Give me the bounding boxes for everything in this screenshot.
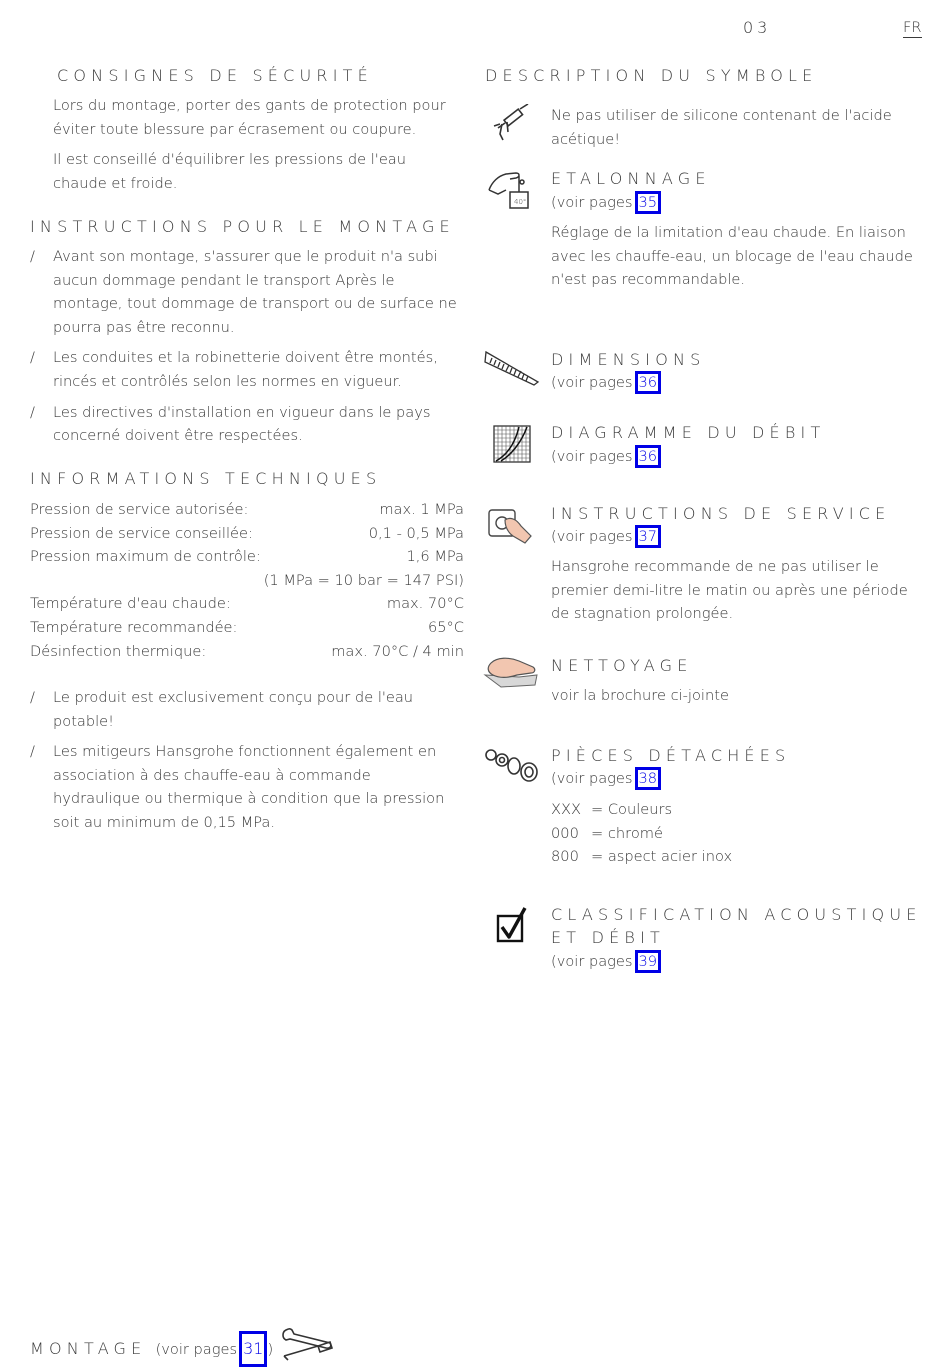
list-item-text: Les mitigeurs Hansgrohe fonctionnent également en association à des chauffe-eau à commande hydraulique ou thermique à condition que la pression soit au minimum de 0,15 MPa. <box>53 743 445 831</box>
tech-row <box>30 545 464 569</box>
service-page-link[interactable]: 37 <box>635 525 662 548</box>
see-pages-label: (voir pages <box>551 953 633 970</box>
spare-parts-ref <box>551 767 661 791</box>
checkbox-icon <box>495 905 529 945</box>
list-item <box>30 401 465 448</box>
symbol-description-title: DESCRIPTION DU SYMBOLE <box>485 66 818 85</box>
acoustic-page-link[interactable]: 39 <box>635 950 662 973</box>
tech-label: Désinfection thermique: <box>30 642 207 660</box>
code-row <box>551 798 921 822</box>
tech-info-list <box>30 686 450 842</box>
tech-value: 0,1 - 0,5 MPa <box>368 524 464 542</box>
tech-row <box>30 616 464 640</box>
hand-cloth-icon <box>483 655 539 693</box>
see-pages-label: (voir pages <box>551 374 633 391</box>
flow-page-link[interactable]: 36 <box>635 445 662 468</box>
see-pages-label: (voir pages <box>155 1341 238 1358</box>
bullet-marker: / <box>30 248 35 265</box>
list-item-text: Les directives d'installation en vigueur dans le pays concerné doivent être respectées. <box>53 403 431 445</box>
flow-ref <box>551 445 661 469</box>
tech-value: 65°C <box>427 618 464 636</box>
tech-value: max. 1 MPa <box>379 501 464 518</box>
silicone-text: Ne pas utiliser de silicone contenant de l'acide acétique! <box>551 107 892 148</box>
silicone-gun-icon <box>490 104 532 144</box>
tools-icon <box>280 1326 336 1362</box>
bullet-marker: / <box>30 689 35 706</box>
list-item-text: Le produit est exclusivement conçu pour de l'eau potable! <box>53 689 414 730</box>
tech-label: Pression de service autorisée: <box>30 501 249 518</box>
tech-row <box>30 640 464 664</box>
spare-parts-title: PIÈCES DÉTACHÉES <box>551 746 791 765</box>
tech-label: Pression maximum de contrôle: <box>30 548 261 566</box>
service-text: Hansgrohe recommande de ne pas utiliser le premier demi-litre le matin ou après une période de stagnation prolongée. <box>551 558 908 623</box>
list-item <box>30 346 465 393</box>
see-pages-label: (voir pages <box>551 194 633 211</box>
acoustic-ref <box>551 950 661 974</box>
flow-chart-icon <box>493 425 531 463</box>
dimensions-page-link[interactable]: 36 <box>635 371 662 394</box>
safety-paragraph: Il est conseillé d'équilibrer les pressions de l'eau chaude et froide. <box>53 151 406 192</box>
tech-row <box>30 522 464 546</box>
footer-montage <box>30 1331 273 1367</box>
tech-label: Pression de service conseillée: <box>30 524 253 542</box>
thermometer-hand-icon <box>486 168 532 212</box>
cleaning-title: NETTOYAGE <box>551 656 693 675</box>
list-item <box>30 245 465 339</box>
tech-row <box>30 592 464 616</box>
tech-label: Température recommandée: <box>30 618 238 636</box>
code-row <box>551 845 921 869</box>
list-item-text: Avant son montage, s'assurer que le produit n'a subi aucun dommage pendant le transport Après le montage, tout dommage de transport ou de surface ne pourra pas être reconnu. <box>53 248 457 336</box>
code-label: = chromé <box>591 824 663 842</box>
tech-row <box>30 498 464 522</box>
mounting-instructions-list <box>30 245 465 455</box>
language-code: FR <box>903 19 922 36</box>
flow-title: DIAGRAMME DU DÉBIT <box>551 423 826 442</box>
spare-parts-icon <box>484 746 540 784</box>
see-pages-label: (voir pages <box>551 770 633 787</box>
spare-parts-codes <box>551 798 921 869</box>
footer-close-paren: ) <box>267 1341 274 1358</box>
safety-title: CONSIGNES DE SÉCURITÉ <box>57 66 373 85</box>
bullet-marker: / <box>30 743 35 761</box>
service-title: INSTRUCTIONS DE SERVICE <box>551 504 891 523</box>
see-pages-label: (voir pages <box>551 528 633 545</box>
bullet-marker: / <box>30 349 35 367</box>
see-pages-label: (voir pages <box>551 448 633 465</box>
tech-info-table <box>30 498 464 663</box>
bullet-marker: / <box>30 403 35 421</box>
hand-tap-icon <box>487 506 535 544</box>
code: 800 <box>551 848 579 866</box>
dimensions-title: DIMENSIONS <box>551 350 706 369</box>
cleaning-text: voir la brochure ci-jointe <box>551 687 729 704</box>
list-item <box>30 686 450 733</box>
safety-paragraph: Lors du montage, porter des gants de protection pour éviter toute blessure par écrasement ou coupure. <box>53 97 446 138</box>
acoustic-title: CLASSIFICATION ACOUSTIQUE <box>551 905 922 924</box>
spare-parts-page-link[interactable]: 38 <box>635 767 662 790</box>
page-number: 03 <box>743 18 772 37</box>
ruler-icon <box>484 350 540 386</box>
list-item <box>30 740 450 834</box>
code-label: = Couleurs <box>591 801 673 818</box>
code-label: = aspect acier inox <box>591 848 733 866</box>
code-row <box>551 822 921 846</box>
safety-text <box>53 94 463 202</box>
tech-note: (1 MPa = 10 bar = 147 PSI) <box>263 571 464 589</box>
list-item-text: Les conduites et la robinetterie doivent être montés, rincés et contrôlés selon les normes en vigueur. <box>53 349 438 390</box>
tech-info-title: INFORMATIONS TECHNIQUES <box>30 469 382 488</box>
footer-title: MONTAGE <box>30 1339 147 1358</box>
service-ref <box>551 525 661 549</box>
mounting-instructions-title: INSTRUCTIONS POUR LE MONTAGE <box>30 217 455 236</box>
calibration-ref <box>551 191 661 215</box>
footer-page-link[interactable]: 31 <box>239 1331 267 1367</box>
dimensions-ref <box>551 371 661 395</box>
tech-value: max. 70°C <box>386 595 464 613</box>
svg-text:40°: 40° <box>514 198 527 206</box>
code: 000 <box>551 824 579 842</box>
calibration-title: ETALONNAGE <box>551 169 711 188</box>
tech-value: max. 70°C / 4 min <box>331 642 464 660</box>
code: XXX <box>551 801 581 818</box>
calibration-text: Réglage de la limitation d'eau chaude. En liaison avec les chauffe-eau, un blocage de l'eau chaude n'est pas recommandable. <box>551 224 913 289</box>
calibration-page-link[interactable]: 35 <box>635 191 662 214</box>
tech-value: 1,6 MPa <box>406 548 464 566</box>
tech-label: Température d'eau chaude: <box>30 595 231 613</box>
acoustic-title-line2: ET DÉBIT <box>551 928 665 947</box>
